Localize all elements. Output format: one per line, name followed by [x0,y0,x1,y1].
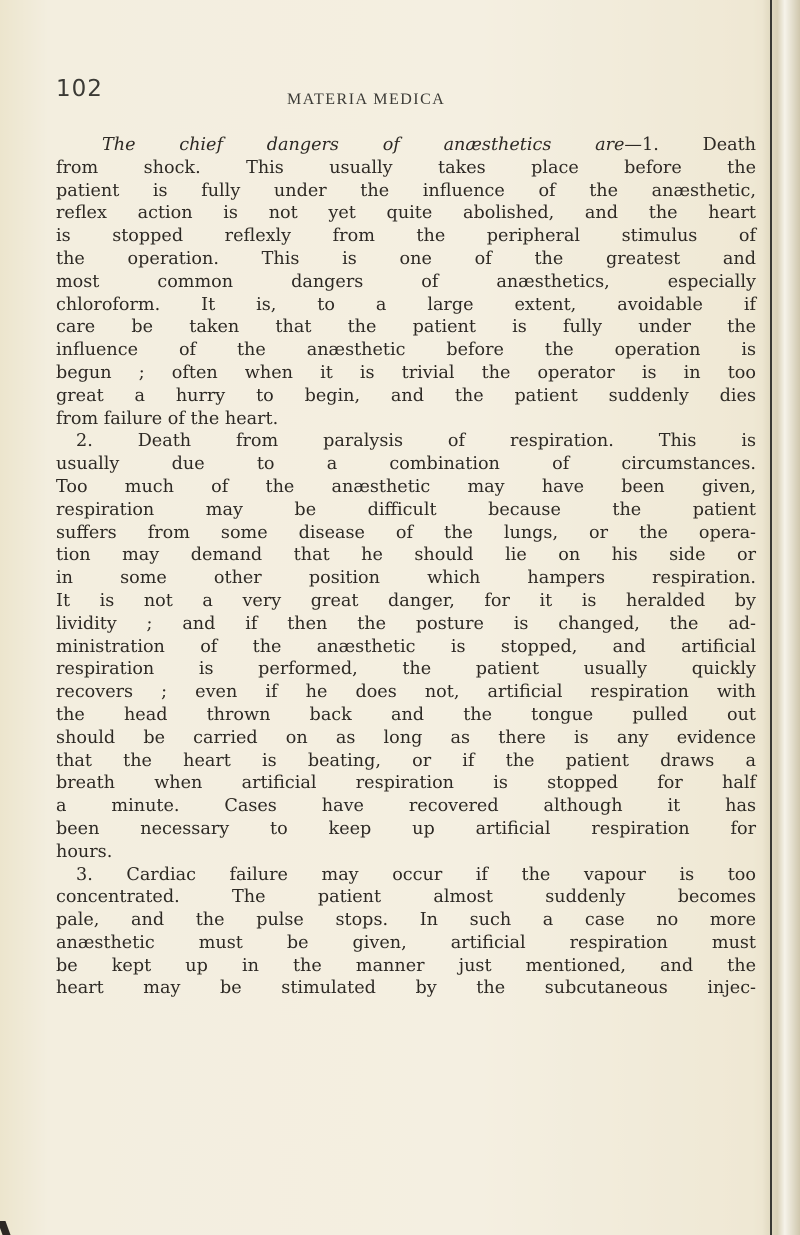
text-line: from shock. This usually takes place before the [56,157,756,178]
text-line: the operation. This is one of the greatest and [56,248,756,269]
text-line: chloroform. It is, to a large extent, avoidable if [56,294,756,315]
page-fold-edge [770,0,772,1235]
text-line: influence of the anæsthetic before the operation is [56,340,756,361]
text-line: tion may demand that he should lie on his side or [56,545,756,566]
text-line: care be taken that the patient is fully under the [56,317,756,338]
text-line: begun ; often when it is trivial the operator is in too [56,362,756,383]
page-fold-shadow [762,0,800,1235]
text-line: ministration of the anæsthetic is stopped, and artificial [56,636,756,657]
body-text [56,134,756,1000]
text-line: breath when artificial respiration is stopped for half [56,773,756,794]
text-line: concentrated. The patient almost suddenly becomes [56,887,756,908]
text-line: 2. Death from paralysis of respiration. This is [76,431,756,452]
text-line: Too much of the anæsthetic may have been given, [56,476,756,497]
text-line: patient is fully under the influence of the anæsthetic, [56,180,756,201]
running-title: MATERIA MEDICA [287,91,446,108]
text-line: the head thrown back and the tongue pulled out [56,704,756,725]
text-line: It is not a very great danger, for it is heralded by [56,590,756,611]
text-line: been necessary to keep up artificial respiration for [56,818,756,839]
text-line: is stopped reflexly from the peripheral stimulus of [56,226,756,247]
text-line: should be carried on as long as there is any evidence [56,727,756,748]
text-line: usually due to a combination of circumstances. [56,454,756,475]
text-line: pale, and the pulse stops. In such a case no more [56,910,756,931]
text-line: be kept up in the manner just mentioned, and the [56,955,756,976]
text-line: in some other position which hampers respiration. [56,568,756,589]
text-line: recovers ; even if he does not, artificial respiration with [56,682,756,703]
text-line: respiration is performed, the patient usually quickly [56,659,756,680]
text-line: from failure of the heart. [56,408,279,429]
text-line: heart may be stimulated by the subcutaneous injec- [56,978,756,999]
text-line: lividity ; and if then the posture is changed, the ad- [56,613,756,634]
text-line: suffers from some disease of the lungs, or the opera- [56,522,756,543]
italic-phrase: The chief dangers of anæsthetics are— [102,135,643,155]
text-line: a minute. Cases have recovered although it has [56,796,756,817]
text-line [56,134,756,157]
text-line: reflex action is not yet quite abolished, and the heart [56,203,756,224]
line-continuation: 1. Death [642,135,756,155]
text-line: great a hurry to begin, and the patient suddenly dies [56,385,756,406]
text-line: that the heart is beating, or if the patient draws a [56,750,756,771]
text-line: respiration may be difficult because the patient [56,499,756,520]
page-number: 102 [56,76,103,102]
text-line: hours. [56,841,113,862]
text-line: most common dangers of anæsthetics, especially [56,271,756,292]
text-line: anæsthetic must be given, artificial respiration must [56,932,756,953]
text-line: 3. Cardiac failure may occur if the vapour is too [76,864,756,885]
